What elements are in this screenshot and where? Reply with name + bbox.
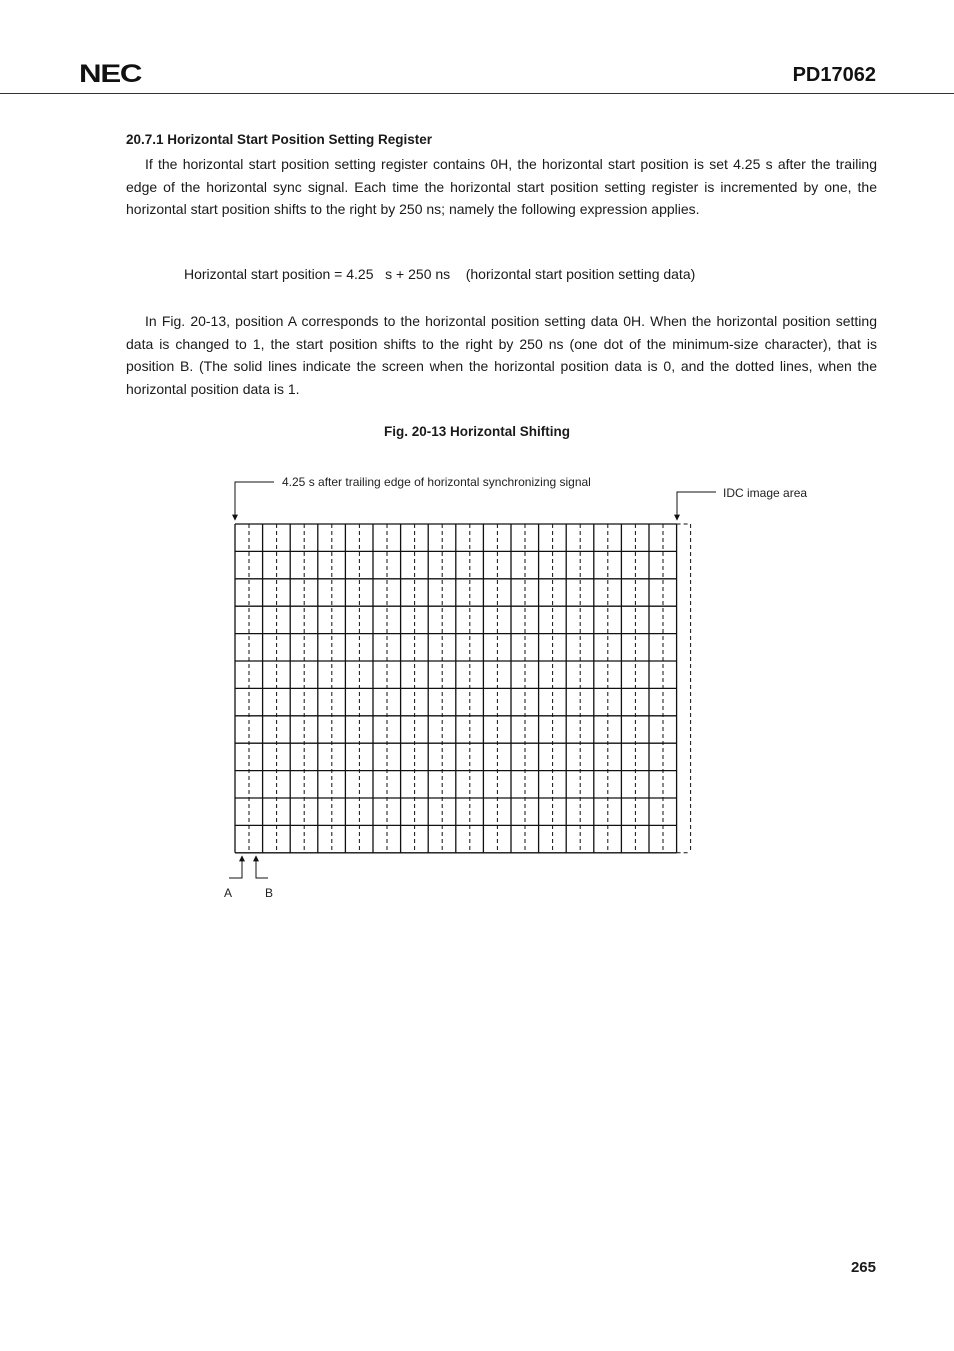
position-a-arrow — [229, 856, 242, 878]
section-title: 20.7.1 Horizontal Start Position Setting Register — [126, 132, 433, 147]
position-b-label: B — [265, 886, 274, 900]
position-a-label: A — [224, 886, 233, 900]
formula: Horizontal start position = 4.25 s + 250 ns (horizontal start position setting data) — [184, 266, 696, 282]
position-b-arrow — [256, 856, 268, 878]
document-id: PD17062 — [792, 64, 876, 86]
start-position-leader — [235, 482, 274, 520]
start-position-label: 4.25 s after trailing edge of horizontal synchronizing signal — [282, 475, 591, 489]
paragraph-figure-description-text: In Fig. 20-13, position A corresponds to the horizontal position setting data 0H. When the horizontal position setting data is changed to 1, the start position shifts to the right by 250 ns (one dot of the minimum-size character), that is position B. (The solid lines indicate the screen when the horizontal position data is 0, and the dotted lines, when the horizontal position data is 1. — [126, 313, 877, 397]
figure-title: Fig. 20-13 Horizontal Shifting — [383, 424, 570, 439]
nec-logo: NEC — [79, 60, 142, 88]
page-number: 265 — [850, 1259, 876, 1276]
solid-grid-position-a — [235, 524, 677, 853]
image-area-leader — [677, 492, 716, 520]
image-area-label: IDC image area — [723, 486, 808, 500]
paragraph-intro-text: If the horizontal start position setting register contains 0H, the horizontal start position is set 4.25 s after the trailing edge of the horizontal sync signal. Each time the horizontal start position setting register is incremented by one, the horizontal start position shifts to the right by 250 ns; namely the following expression applies. — [126, 156, 877, 217]
